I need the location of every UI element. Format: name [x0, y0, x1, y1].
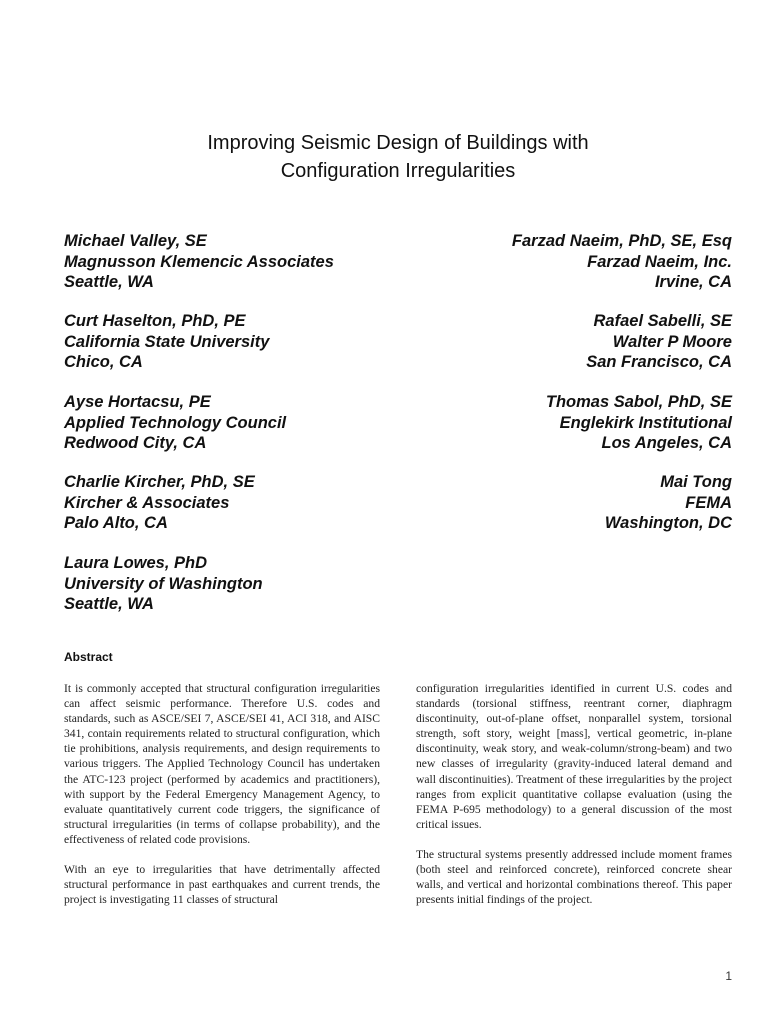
- abstract-column-right: [416, 681, 732, 922]
- author-name: Rafael Sabelli, SE: [593, 312, 732, 330]
- abstract-column-left: [64, 681, 380, 922]
- author-location: Palo Alto, CA: [64, 514, 168, 532]
- abstract-paragraph: It is commonly accepted that structural configuration irregularities can affect seismic performance. Therefore U.S. codes and standards, such as ASCE/SEI 7, ASCE/SEI 41, ACI 318, and AISC 341, contain requirements related to structural configuration, which tie prohibitions, analysis requirements, and design requirements to various triggers. The Applied Technology Council has undertaken the ATC-123 project (performed by academics and practitioners), with support by the Federal Emergency Management Agency, to evaluate quantitatively current code triggers, the significance of structural irregularities (in terms of collapse probability), and the effectiveness of related code provisions.: [64, 682, 380, 846]
- paper-title-line-1: Improving Seismic Design of Buildings with: [207, 132, 589, 154]
- author-name: Mai Tong: [660, 473, 732, 491]
- author-name: Curt Haselton, PhD, PE: [64, 312, 246, 330]
- author-location: San Francisco, CA: [586, 353, 732, 371]
- page-number: 1: [725, 969, 732, 983]
- author-affiliation: FEMA: [685, 493, 732, 512]
- paper-title-line-2: Configuration Irregularities: [280, 160, 516, 182]
- author-affiliation: Walter P Moore: [612, 332, 732, 351]
- author-name: Farzad Naeim, PhD, SE, Esq: [511, 232, 732, 250]
- author-name: Charlie Kircher, PhD, SE: [64, 473, 255, 491]
- author-block: [64, 231, 334, 293]
- abstract-paragraph: configuration irregularities identified in current U.S. codes and standards (torsional stiffness, reentrant corner, diaphragm discontinuity, out-of-plane offset, nonparallel system, torsional strength, soft story, weight [mass], vertical geometric, in-plane discontinuity, weak story, and weak-column/strong-beam) and two new classes of irregularity (gravity-induced lateral demand and wall discontinuities). Treatment of these irregularities by the project ranges from explicit quantitative collapse evaluation (using the FEMA P-695 methodology) to a general discussion of the most critical issues.: [416, 682, 732, 831]
- author-affiliation: Englekirk Institutional: [559, 413, 732, 432]
- author-block: [64, 553, 263, 615]
- abstract-heading: Abstract: [64, 650, 113, 664]
- author-name: Thomas Sabol, PhD, SE: [545, 393, 732, 411]
- paper-title: [0, 129, 768, 185]
- author-location: Redwood City, CA: [64, 434, 207, 452]
- author-block: [64, 311, 269, 373]
- author-block: [64, 472, 255, 534]
- author-affiliation: Applied Technology Council: [64, 413, 287, 432]
- author-location: Los Angeles, CA: [601, 434, 732, 452]
- author-location: Chico, CA: [64, 353, 143, 371]
- author-location: Irvine, CA: [654, 273, 732, 291]
- author-block: [586, 311, 732, 373]
- abstract-paragraph: The structural systems presently addressed include moment frames (both steel and reinforced concrete), reinforced concrete shear walls, and vertical and horizontal combinations thereof. This paper presents initial findings of the project.: [416, 847, 732, 907]
- author-block: [512, 231, 732, 293]
- author-location: Washington, DC: [604, 514, 732, 532]
- author-affiliation: Farzad Naeim, Inc.: [587, 252, 732, 271]
- author-location: Seattle, WA: [64, 273, 154, 291]
- author-affiliation: University of Washington: [64, 574, 263, 593]
- author-block: [64, 392, 286, 454]
- author-affiliation: Kircher & Associates: [64, 493, 230, 512]
- abstract-paragraph: With an eye to irregularities that have detrimentally affected structural performance in past earthquakes and current trends, the project is investigating 11 classes of structural: [64, 863, 380, 907]
- author-affiliation: Magnusson Klemencic Associates: [64, 252, 334, 271]
- author-name: Ayse Hortacsu, PE: [64, 393, 211, 411]
- author-name: Laura Lowes, PhD: [64, 554, 208, 572]
- author-affiliation: California State University: [64, 332, 270, 351]
- author-block: [605, 472, 732, 534]
- author-location: Seattle, WA: [64, 595, 154, 613]
- author-name: Michael Valley, SE: [64, 232, 207, 250]
- author-block: [546, 392, 732, 454]
